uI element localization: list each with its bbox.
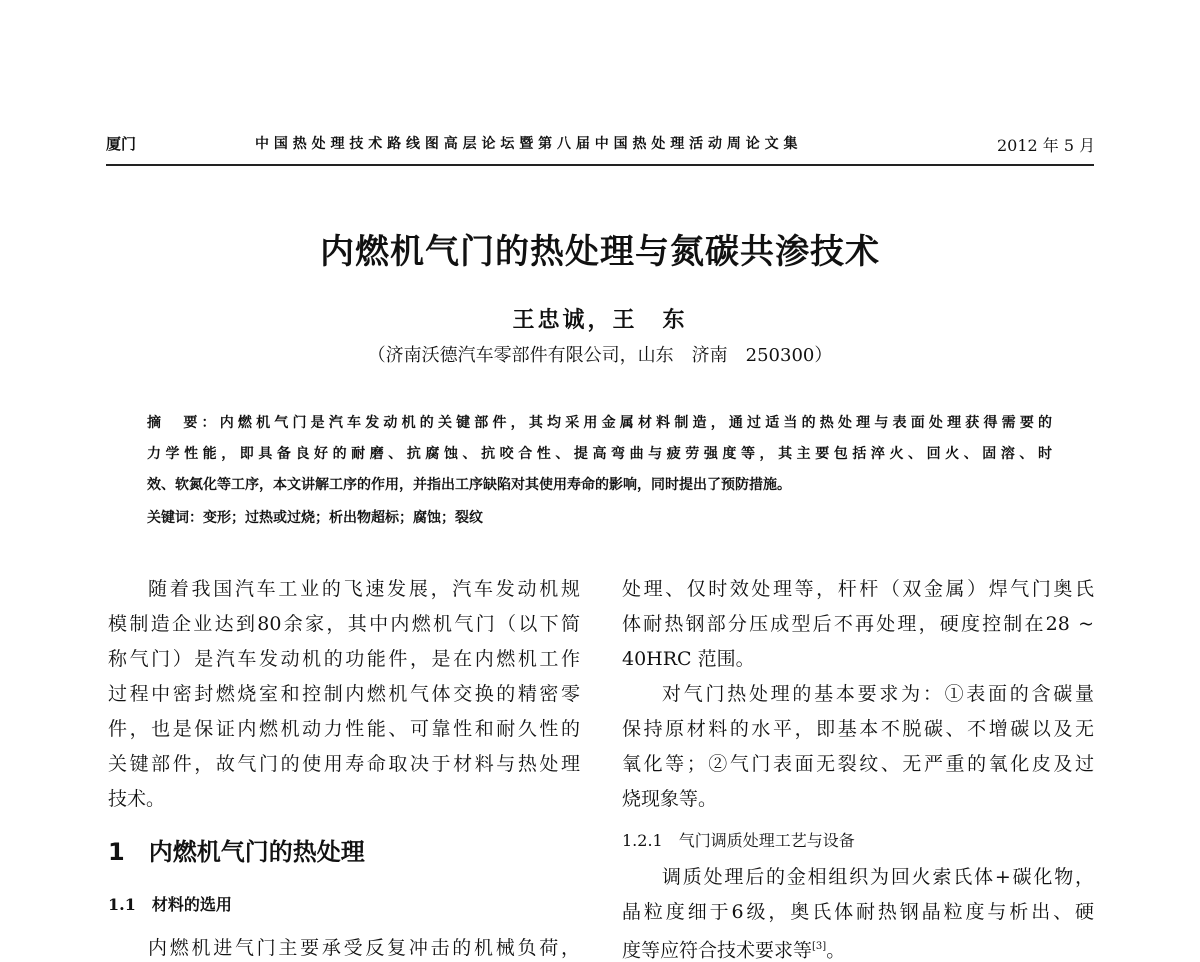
section-heading-1-1: 1.1 材料的选用 [108,895,232,914]
body-line: 对气门热处理的基本要求为：①表面的含碳量 [662,683,1094,705]
body-line: 调质处理后的金相组织为回火索氏体+碳化物， [662,866,1094,888]
body-line [622,935,1094,962]
abstract-line: 摘 要：内燃机气门是汽车发动机的关键部件，其均采用金属材料制造，通过适当的热处理与表面处理获得需要的 [147,415,1052,431]
running-header-location: 厦门 [106,135,137,153]
section-heading-1-2-1: 1.2.1 气门调质处理工艺与设备 [622,831,855,850]
paper-title: 内燃机气门的热处理与氮碳共渗技术 [320,232,880,272]
body-line: 模制造企业达到80余家，其中内燃机气门（以下简 [108,613,580,635]
body-line: 处理、仅时效处理等，杆杆（双金属）焊气门奥氏 [622,578,1094,600]
running-header-proceedings: 中 国 热 处 理 技 术 路 线 图 高 层 论 坛 暨 第 八 届 中 国 热 处 理 活 动 周 论 文 集 [255,136,798,152]
body-line: 体耐热钢部分压成型后不再处理，硬度控制在28 ~ [622,613,1094,635]
body-line: 过程中密封燃烧室和控制内燃机气体交换的精密零 [108,683,580,705]
keywords: 关键词：变形；过热或过烧；析出物超标；腐蚀；裂纹 [147,510,483,526]
body-line: 内燃机进气门主要承受反复冲击的机械负荷， [148,937,580,959]
running-header-date: 2012 年 5 月 [997,136,1096,155]
body-text: 度等应符合技术要求等 [622,939,813,962]
body-line: 称气门）是汽车发动机的功能件，是在内燃机工作 [108,648,580,670]
body-line: 晶粒度细于6级，奥氏体耐热钢晶粒度与析出、硬 [622,901,1094,923]
abstract-line: 力学性能，即具备良好的耐磨、抗腐蚀、抗咬合性、提高弯曲与疲劳强度等，其主要包括淬火、回火、固溶、时 [147,446,1052,462]
body-line: 40HRC 范围。 [622,648,755,670]
authors: 王忠诚，王 东 [512,307,688,333]
abstract-line: 效、软氮化等工序，本文讲解工序的作用，并指出工序缺陷对其使用寿命的影响，同时提出了预防措施。 [147,477,791,493]
body-line: 件，也是保证内燃机动力性能、可靠性和耐久性的 [108,718,580,740]
body-text: 。 [826,939,846,962]
body-line: 技术。 [108,788,166,810]
body-line: 氧化等；②气门表面无裂纹、无严重的氧化皮及过 [622,753,1094,775]
body-line: 烧现象等。 [622,788,718,810]
body-line: 保持原材料的水平，即基本不脱碳、不增碳以及无 [622,718,1094,740]
body-line: 关键部件，故气门的使用寿命取决于材料与热处理 [108,753,580,775]
citation: [3] [812,941,827,952]
header-rule [106,164,1094,166]
body-line: 随着我国汽车工业的飞速发展，汽车发动机规 [148,578,580,600]
section-heading-1: 1 内燃机气门的热处理 [108,838,365,866]
affiliation: （济南沃德汽车零部件有限公司，山东 济南 250300） [367,345,833,366]
